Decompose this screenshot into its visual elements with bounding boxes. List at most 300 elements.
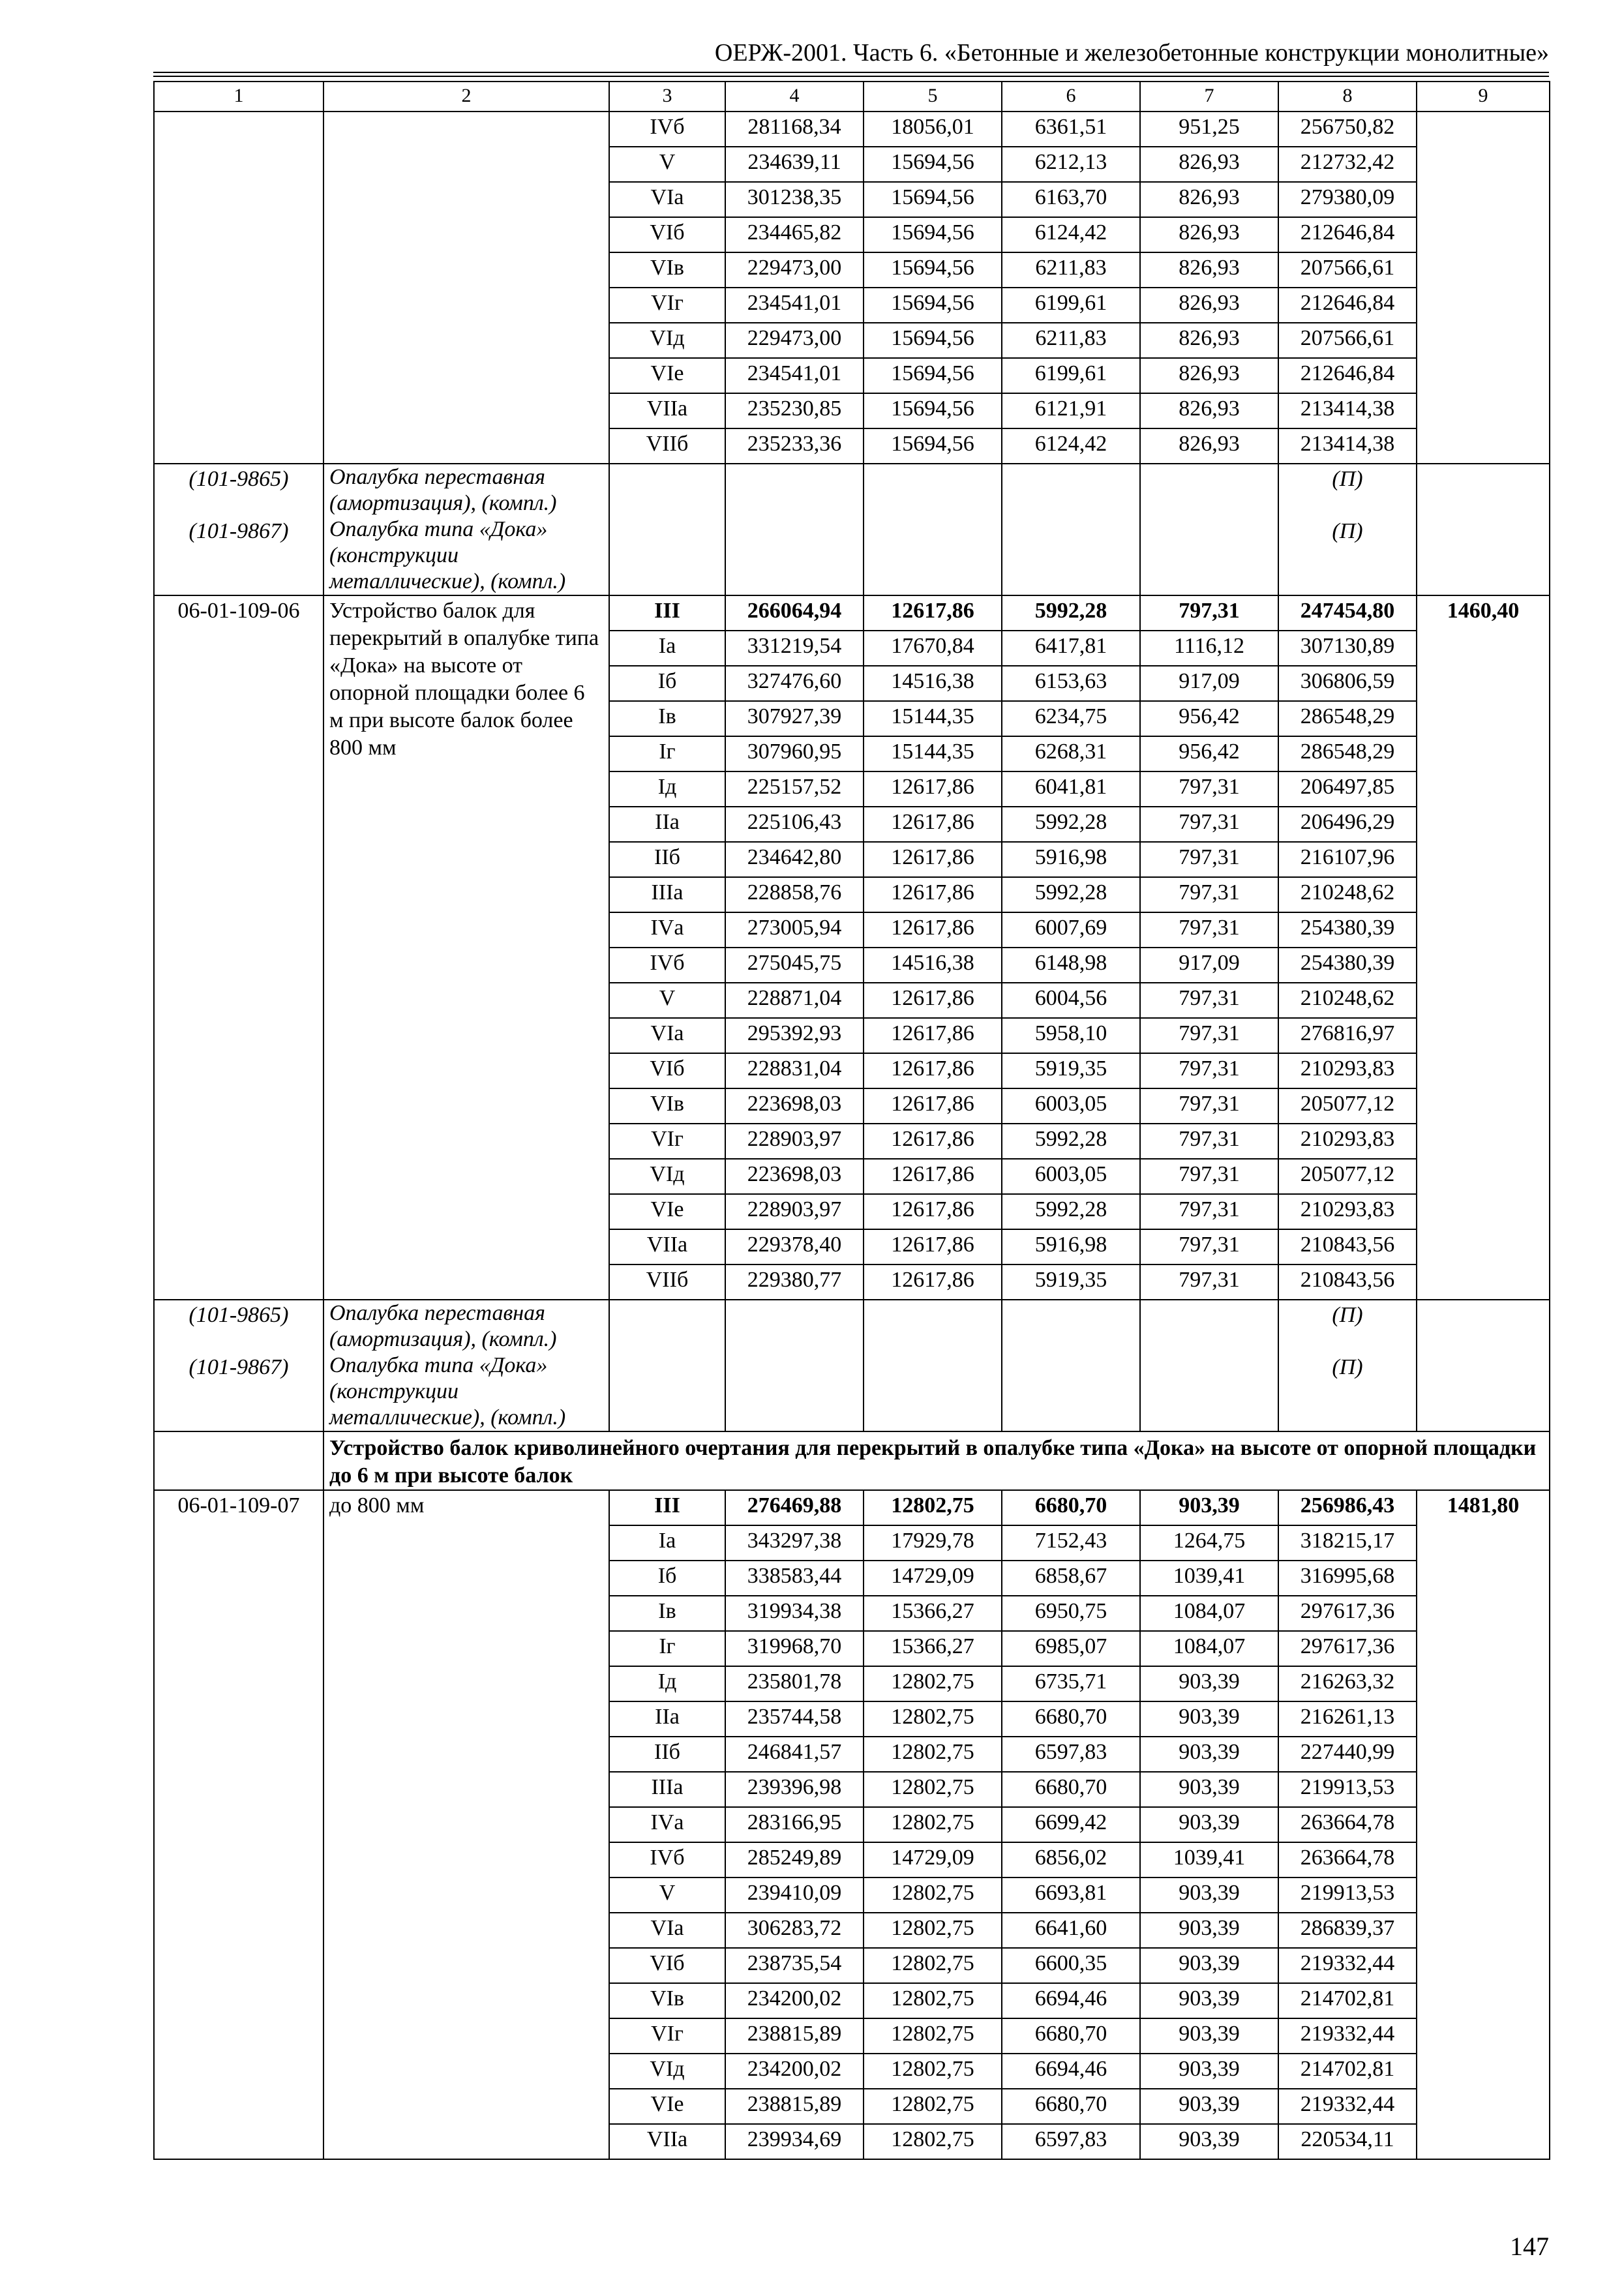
value-cell: 903,39 [1140, 2124, 1278, 2159]
table-row [154, 112, 1550, 147]
value-cell: 14516,38 [864, 948, 1002, 983]
value-cell: 15694,56 [864, 182, 1002, 217]
value-cell: 6211,83 [1002, 252, 1140, 288]
value-cell: 903,39 [1140, 1490, 1278, 1525]
value-cell: 254380,39 [1278, 948, 1417, 983]
value-cell: 235230,85 [725, 393, 864, 428]
value-cell: 6124,42 [1002, 217, 1140, 252]
value-cell: 903,39 [1140, 1983, 1278, 2018]
value-cell: 6856,02 [1002, 1842, 1140, 1878]
value-cell: 797,31 [1140, 1194, 1278, 1229]
value-cell: 917,09 [1140, 948, 1278, 983]
value-cell: 239410,09 [725, 1878, 864, 1913]
value-cell: 210293,83 [1278, 1194, 1417, 1229]
value-cell: 220534,11 [1278, 2124, 1417, 2159]
region-cell: VIIа [609, 2124, 725, 2159]
empty-cell [609, 464, 725, 516]
region-cell: VIг [609, 288, 725, 323]
value-cell: 797,31 [1140, 842, 1278, 877]
value-cell: 213414,38 [1278, 428, 1417, 464]
value-cell: 5916,98 [1002, 842, 1140, 877]
value-cell: 903,39 [1140, 1948, 1278, 1983]
value-cell: 225157,52 [725, 771, 864, 807]
value-cell: 18056,01 [864, 112, 1002, 147]
region-cell: IIб [609, 842, 725, 877]
page-number: 147 [1510, 2232, 1549, 2261]
value-cell: 307130,89 [1278, 631, 1417, 666]
value-cell: 15694,56 [864, 147, 1002, 182]
value-cell: 15694,56 [864, 323, 1002, 358]
value-cell: 12617,86 [864, 1194, 1002, 1229]
value-cell: 6234,75 [1002, 701, 1140, 736]
empty-cell [1002, 1353, 1140, 1431]
value-cell: 903,39 [1140, 2018, 1278, 2054]
region-cell: VIIа [609, 1229, 725, 1264]
value-cell: 210248,62 [1278, 983, 1417, 1018]
value-cell: 797,31 [1140, 1264, 1278, 1300]
value-cell: 6597,83 [1002, 1737, 1140, 1772]
value-cell: 235801,78 [725, 1666, 864, 1701]
value-cell: 903,39 [1140, 1807, 1278, 1842]
value-cell: 235744,58 [725, 1701, 864, 1737]
value-cell: 12617,86 [864, 1229, 1002, 1264]
value-cell: 6003,05 [1002, 1088, 1140, 1124]
empty-cell [1002, 516, 1140, 595]
column-number: 9 [1417, 82, 1550, 112]
empty-cell [1140, 1300, 1278, 1353]
empty-cell [864, 464, 1002, 516]
region-cell: V [609, 1878, 725, 1913]
header-rule [153, 72, 1549, 73]
value-cell: 234541,01 [725, 288, 864, 323]
value-cell: 247454,80 [1278, 595, 1417, 631]
value-cell: 6199,61 [1002, 288, 1140, 323]
value-cell: 276469,88 [725, 1490, 864, 1525]
value-cell: 273005,94 [725, 912, 864, 948]
value-cell: 14729,09 [864, 1561, 1002, 1596]
region-cell: Iг [609, 1631, 725, 1666]
value-cell: 297617,36 [1278, 1596, 1417, 1631]
value-cell: 286548,29 [1278, 736, 1417, 771]
value-cell: 234639,11 [725, 147, 864, 182]
value-cell: 903,39 [1140, 1666, 1278, 1701]
value-cell: 234200,02 [725, 2054, 864, 2089]
value-cell: 318215,17 [1278, 1525, 1417, 1561]
description-cell [323, 112, 609, 464]
note-description: Опалубка переставная (амортизация), (компл.) [323, 1300, 609, 1353]
value-cell: 826,93 [1140, 147, 1278, 182]
value-cell: 903,39 [1140, 1737, 1278, 1772]
empty-cell [609, 516, 725, 595]
value-cell: 12802,75 [864, 1913, 1002, 1948]
region-cell: VIIа [609, 393, 725, 428]
value-cell: 246841,57 [725, 1737, 864, 1772]
value-cell: 6041,81 [1002, 771, 1140, 807]
empty-cell [1417, 1300, 1550, 1353]
value-cell: 12802,75 [864, 2124, 1002, 2159]
value-cell: 12802,75 [864, 2089, 1002, 2124]
value-cell: 826,93 [1140, 323, 1278, 358]
value-cell: 956,42 [1140, 736, 1278, 771]
value-cell: 5992,28 [1002, 1124, 1140, 1159]
value-cell: 17670,84 [864, 631, 1002, 666]
region-cell: Iб [609, 666, 725, 701]
value-cell: 6985,07 [1002, 1631, 1140, 1666]
empty-cell [609, 1300, 725, 1353]
region-cell: VIб [609, 217, 725, 252]
value-cell: 207566,61 [1278, 323, 1417, 358]
value-cell: 6003,05 [1002, 1159, 1140, 1194]
region-cell: VIг [609, 2018, 725, 2054]
value-cell: 210293,83 [1278, 1053, 1417, 1088]
region-cell: VIа [609, 1018, 725, 1053]
value-cell: 5992,28 [1002, 595, 1140, 631]
value-cell: 12802,75 [864, 1772, 1002, 1807]
region-cell: Iа [609, 631, 725, 666]
value-cell: 5992,28 [1002, 807, 1140, 842]
labor-cell [1417, 112, 1550, 464]
note-mark: (П) [1278, 516, 1417, 595]
value-cell: 5992,28 [1002, 1194, 1140, 1229]
value-cell: 15694,56 [864, 428, 1002, 464]
value-cell: 228871,04 [725, 983, 864, 1018]
region-cell: VIб [609, 1948, 725, 1983]
value-cell: 12617,86 [864, 595, 1002, 631]
region-cell: VIв [609, 1983, 725, 2018]
value-cell: 6004,56 [1002, 983, 1140, 1018]
value-cell: 12617,86 [864, 771, 1002, 807]
value-cell: 6597,83 [1002, 2124, 1140, 2159]
note-code: (101-9865) [154, 464, 323, 516]
labor-cell: 1481,80 [1417, 1490, 1550, 2159]
value-cell: 229380,77 [725, 1264, 864, 1300]
empty-cell [1417, 516, 1550, 595]
region-cell: IVб [609, 948, 725, 983]
region-cell: Iв [609, 701, 725, 736]
region-cell: VIд [609, 2054, 725, 2089]
region-cell: Iв [609, 1596, 725, 1631]
region-cell: IVб [609, 112, 725, 147]
value-cell: 12802,75 [864, 1807, 1002, 1842]
value-cell: 212646,84 [1278, 288, 1417, 323]
value-cell: 6121,91 [1002, 393, 1140, 428]
value-cell: 6007,69 [1002, 912, 1140, 948]
value-cell: 7152,43 [1002, 1525, 1140, 1561]
value-cell: 214702,81 [1278, 1983, 1417, 2018]
empty-cell [864, 1353, 1002, 1431]
value-cell: 6361,51 [1002, 112, 1140, 147]
value-cell: 6680,70 [1002, 2089, 1140, 2124]
value-cell: 826,93 [1140, 393, 1278, 428]
value-cell: 210248,62 [1278, 877, 1417, 912]
value-cell: 6641,60 [1002, 1913, 1140, 1948]
column-number: 3 [609, 82, 725, 112]
value-cell: 17929,78 [864, 1525, 1002, 1561]
region-cell: VIв [609, 252, 725, 288]
value-cell: 797,31 [1140, 983, 1278, 1018]
value-cell: 15694,56 [864, 217, 1002, 252]
empty-cell [725, 464, 864, 516]
empty-cell [1002, 1300, 1140, 1353]
labor-cell: 1460,40 [1417, 595, 1550, 1300]
region-cell: VIд [609, 1159, 725, 1194]
empty-cell [1002, 464, 1140, 516]
value-cell: 228903,97 [725, 1194, 864, 1229]
region-cell: VIб [609, 1053, 725, 1088]
region-cell: IIб [609, 1737, 725, 1772]
value-cell: 205077,12 [1278, 1088, 1417, 1124]
note-description: Опалубка типа «Дока» (конструкции металлические), (компл.) [323, 516, 609, 595]
value-cell: 219332,44 [1278, 2089, 1417, 2124]
value-cell: 6680,70 [1002, 2018, 1140, 2054]
value-cell: 263664,78 [1278, 1842, 1417, 1878]
value-cell: 210843,56 [1278, 1264, 1417, 1300]
value-cell: 14516,38 [864, 666, 1002, 701]
value-cell: 239396,98 [725, 1772, 864, 1807]
value-cell: 206497,85 [1278, 771, 1417, 807]
note-description: Опалубка типа «Дока» (конструкции металлические), (компл.) [323, 1353, 609, 1431]
value-cell: 797,31 [1140, 595, 1278, 631]
value-cell: 266064,94 [725, 595, 864, 631]
value-cell: 306283,72 [725, 1913, 864, 1948]
value-cell: 263664,78 [1278, 1807, 1417, 1842]
value-cell: 1084,07 [1140, 1631, 1278, 1666]
region-cell: Iд [609, 1666, 725, 1701]
code-cell: 06-01-109-07 [154, 1490, 323, 2159]
value-cell: 306806,59 [1278, 666, 1417, 701]
value-cell: 307960,95 [725, 736, 864, 771]
region-cell: III [609, 1490, 725, 1525]
value-cell: 15694,56 [864, 252, 1002, 288]
value-cell: 12617,86 [864, 1264, 1002, 1300]
value-cell: 6417,81 [1002, 631, 1140, 666]
region-cell: VIе [609, 1194, 725, 1229]
value-cell: 254380,39 [1278, 912, 1417, 948]
value-cell: 205077,12 [1278, 1159, 1417, 1194]
column-number: 5 [864, 82, 1002, 112]
value-cell: 1084,07 [1140, 1596, 1278, 1631]
note-code: (101-9865) [154, 1300, 323, 1353]
value-cell: 797,31 [1140, 1124, 1278, 1159]
note-row [154, 1300, 1550, 1353]
region-cell: VIе [609, 2089, 725, 2124]
value-cell: 12617,86 [864, 912, 1002, 948]
value-cell: 797,31 [1140, 1159, 1278, 1194]
value-cell: 826,93 [1140, 182, 1278, 217]
header-rule-double [153, 76, 1549, 77]
value-cell: 275045,75 [725, 948, 864, 983]
value-cell: 12802,75 [864, 1490, 1002, 1525]
section-title-row [154, 1431, 1550, 1490]
value-cell: 213414,38 [1278, 393, 1417, 428]
region-cell: IIIа [609, 877, 725, 912]
value-cell: 6680,70 [1002, 1772, 1140, 1807]
note-row [154, 1353, 1550, 1431]
region-cell: VIе [609, 358, 725, 393]
region-cell: VIг [609, 1124, 725, 1159]
value-cell: 276816,97 [1278, 1018, 1417, 1053]
value-cell: 206496,29 [1278, 807, 1417, 842]
region-cell: IIа [609, 1701, 725, 1737]
region-cell: III [609, 595, 725, 631]
rates-table [153, 81, 1550, 2160]
value-cell: 797,31 [1140, 877, 1278, 912]
value-cell: 6735,71 [1002, 1666, 1140, 1701]
value-cell: 286839,37 [1278, 1913, 1417, 1948]
value-cell: 285249,89 [725, 1842, 864, 1878]
empty-cell [1417, 1353, 1550, 1431]
empty-cell [864, 516, 1002, 595]
value-cell: 238815,89 [725, 2089, 864, 2124]
empty-cell [609, 1353, 725, 1431]
region-cell: IIIа [609, 1772, 725, 1807]
value-cell: 1264,75 [1140, 1525, 1278, 1561]
value-cell: 301238,35 [725, 182, 864, 217]
value-cell: 212646,84 [1278, 358, 1417, 393]
empty-cell [725, 1353, 864, 1431]
value-cell: 223698,03 [725, 1088, 864, 1124]
value-cell: 219332,44 [1278, 2018, 1417, 2054]
region-cell: V [609, 147, 725, 182]
empty-cell [1417, 464, 1550, 516]
value-cell: 279380,09 [1278, 182, 1417, 217]
value-cell: 15144,35 [864, 736, 1002, 771]
region-cell: VIд [609, 323, 725, 358]
value-cell: 797,31 [1140, 807, 1278, 842]
column-number-row [154, 82, 1550, 112]
region-cell: IVа [609, 912, 725, 948]
region-cell: IVб [609, 1842, 725, 1878]
region-cell: Iд [609, 771, 725, 807]
column-number: 8 [1278, 82, 1417, 112]
column-number: 6 [1002, 82, 1140, 112]
value-cell: 212732,42 [1278, 147, 1417, 182]
value-cell: 6600,35 [1002, 1948, 1140, 1983]
value-cell: 327476,60 [725, 666, 864, 701]
value-cell: 219913,53 [1278, 1878, 1417, 1913]
region-cell: VIа [609, 182, 725, 217]
value-cell: 256986,43 [1278, 1490, 1417, 1525]
empty-cell [864, 1300, 1002, 1353]
value-cell: 338583,44 [725, 1561, 864, 1596]
value-cell: 903,39 [1140, 2089, 1278, 2124]
value-cell: 12802,75 [864, 1878, 1002, 1913]
value-cell: 1039,41 [1140, 1842, 1278, 1878]
value-cell: 6680,70 [1002, 1701, 1140, 1737]
column-number: 2 [323, 82, 609, 112]
value-cell: 229378,40 [725, 1229, 864, 1264]
value-cell: 281168,34 [725, 112, 864, 147]
value-cell: 229473,00 [725, 323, 864, 358]
value-cell: 797,31 [1140, 771, 1278, 807]
region-cell: IVа [609, 1807, 725, 1842]
value-cell: 214702,81 [1278, 2054, 1417, 2089]
value-cell: 826,93 [1140, 217, 1278, 252]
empty-cell [1140, 464, 1278, 516]
value-cell: 343297,38 [725, 1525, 864, 1561]
value-cell: 797,31 [1140, 1018, 1278, 1053]
description-cell: Устройство балок для перекрытий в опалубке типа «Дока» на высоте от опорной площадки более 6 м при высоте балок более 800 мм [323, 595, 609, 1300]
value-cell: 6153,63 [1002, 666, 1140, 701]
value-cell: 6694,46 [1002, 2054, 1140, 2089]
value-cell: 15366,27 [864, 1631, 1002, 1666]
value-cell: 6211,83 [1002, 323, 1140, 358]
note-code: (101-9867) [154, 516, 323, 595]
note-code: (101-9867) [154, 1353, 323, 1431]
empty-cell [154, 1431, 323, 1490]
value-cell: 297617,36 [1278, 1631, 1417, 1666]
note-mark: (П) [1278, 1300, 1417, 1353]
value-cell: 316995,68 [1278, 1561, 1417, 1596]
value-cell: 234642,80 [725, 842, 864, 877]
value-cell: 5958,10 [1002, 1018, 1140, 1053]
value-cell: 283166,95 [725, 1807, 864, 1842]
value-cell: 12617,86 [864, 983, 1002, 1018]
value-cell: 234465,82 [725, 217, 864, 252]
value-cell: 14729,09 [864, 1842, 1002, 1878]
value-cell: 1116,12 [1140, 631, 1278, 666]
value-cell: 6124,42 [1002, 428, 1140, 464]
note-row [154, 516, 1550, 595]
table-row [154, 1490, 1550, 1525]
value-cell: 6212,13 [1002, 147, 1140, 182]
value-cell: 238815,89 [725, 2018, 864, 2054]
region-cell: VIIб [609, 1264, 725, 1300]
value-cell: 228858,76 [725, 877, 864, 912]
value-cell: 903,39 [1140, 1772, 1278, 1807]
value-cell: 227440,99 [1278, 1737, 1417, 1772]
value-cell: 12617,86 [864, 1053, 1002, 1088]
column-number: 7 [1140, 82, 1278, 112]
value-cell: 6199,61 [1002, 358, 1140, 393]
value-cell: 12617,86 [864, 1018, 1002, 1053]
value-cell: 6680,70 [1002, 1490, 1140, 1525]
value-cell: 228831,04 [725, 1053, 864, 1088]
value-cell: 216263,32 [1278, 1666, 1417, 1701]
table-row [154, 595, 1550, 631]
region-cell: VIа [609, 1913, 725, 1948]
value-cell: 5919,35 [1002, 1053, 1140, 1088]
value-cell: 319934,38 [725, 1596, 864, 1631]
value-cell: 797,31 [1140, 912, 1278, 948]
region-cell: Iа [609, 1525, 725, 1561]
value-cell: 235233,36 [725, 428, 864, 464]
value-cell: 5919,35 [1002, 1264, 1140, 1300]
value-cell: 12802,75 [864, 2018, 1002, 2054]
empty-cell [1140, 516, 1278, 595]
page-header: ОЕРЖ-2001. Часть 6. «Бетонные и железобетонные конструкции монолитные» [714, 39, 1549, 67]
value-cell: 331219,54 [725, 631, 864, 666]
value-cell: 12617,86 [864, 807, 1002, 842]
value-cell: 234541,01 [725, 358, 864, 393]
value-cell: 12617,86 [864, 877, 1002, 912]
value-cell: 12617,86 [864, 1159, 1002, 1194]
column-number: 4 [725, 82, 864, 112]
value-cell: 15366,27 [864, 1596, 1002, 1631]
note-row [154, 464, 1550, 516]
value-cell: 903,39 [1140, 1913, 1278, 1948]
value-cell: 12802,75 [864, 1983, 1002, 2018]
column-number: 1 [154, 82, 323, 112]
region-cell: Iг [609, 736, 725, 771]
value-cell: 903,39 [1140, 1701, 1278, 1737]
value-cell: 6268,31 [1002, 736, 1140, 771]
empty-cell [1140, 1353, 1278, 1431]
value-cell: 12617,86 [864, 1088, 1002, 1124]
value-cell: 956,42 [1140, 701, 1278, 736]
value-cell: 1039,41 [1140, 1561, 1278, 1596]
value-cell: 239934,69 [725, 2124, 864, 2159]
